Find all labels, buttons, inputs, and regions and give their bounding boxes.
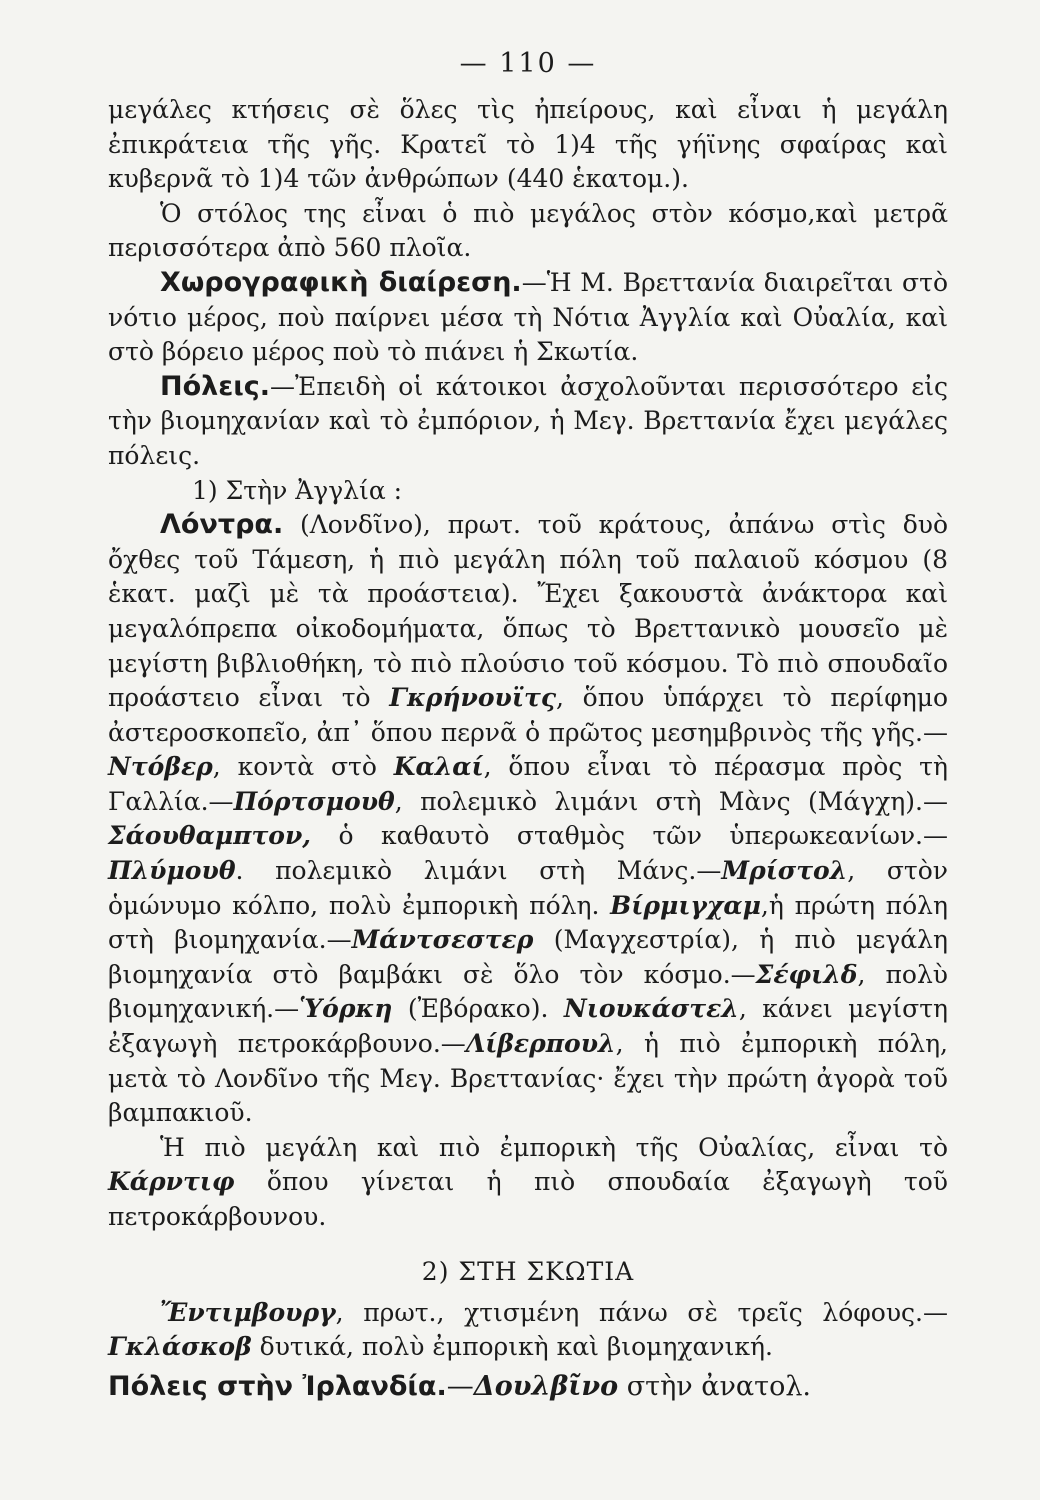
paragraph-fleet: Ὁ στόλος της εἶναι ὁ πιὸ μεγάλος στὸν κόσμο,καὶ μετρᾶ περισσότερα ἀπὸ 560 πλοῖα.	[108, 198, 948, 263]
city-name-cardiff: Κάρντιφ	[108, 1167, 235, 1197]
city-name-birmingham: Βίρμιγχαμ	[610, 890, 761, 920]
paragraph-possessions: μεγάλες κτήσεις σὲ ὅλες τὶς ἠπείρους, καὶ εἶναι ἡ μεγάλη ἐπικράτεια τῆς γῆς. Κρατεῖ τὸ 1)4 τῆς γήϊνης σφαίρας καὶ κυβερνᾶ τὸ 1)4 τῶν ἀνθρώπων (440 ἑκατομ.).	[108, 95, 948, 194]
paragraph-scotland	[108, 1296, 948, 1365]
text-run: Ἡ πιὸ μεγάλη καὶ πιὸ ἐμπορικὴ τῆς Οὐαλίας, εἶναι τὸ	[160, 1132, 948, 1162]
text-run: , ὅπου ὑπάρχει τὸ περίφημο ἀστεροσκοπεῖο, ἀπ᾿ ὅπου περνᾶ ὁ πρῶτος μεσημβρινὸς τῆς γῆς.—	[108, 683, 948, 747]
cities-text: —Ἐπειδὴ οἱ κάτοικοι ἀσχολοῦνται περισσότερο εἰς τὴν βιομηχανίαν καὶ τὸ ἐμπόριον, ἡ Μεγ. Βρεττανία ἔχει μεγάλες πόλεις.	[108, 371, 948, 470]
text-run: ὁ καθαυτὸ σταθμὸς τῶν ὑπερωκεανίων.—	[311, 821, 948, 851]
text-run: —	[446, 1370, 474, 1402]
section-heading-ireland: Πόλεις στὴν Ἰρλανδία.	[108, 1370, 447, 1402]
chorography-text: —Ἡ Μ. Βρεττανία διαιρεῖται στὸ νότιο μέρος, ποὺ παίρνει μέσα τὴ Νότια Ἀγγλία καὶ Οὐαλία, καὶ στὸ βόρειο μέρος ποὺ τὸ πιάνει ἡ Σκωτία.	[108, 267, 949, 367]
section-heading-cities: Πόλεις.	[160, 370, 271, 402]
text-run: , πολεμικὸ λιμάνι στὴ Μὰνς (Μάγχη).—	[394, 786, 948, 816]
city-heading-london: Λόντρα.	[160, 509, 284, 541]
text-run: δυτικά, πολὺ ἐμπορικὴ καὶ βιομηχανική.	[251, 1332, 773, 1362]
text-run: , ὅπου εἶναι τὸ πέρασμα πρὸς τὴ Γαλλία.—	[108, 752, 948, 816]
city-name-southampton: Σάουθαμπτον,	[108, 821, 311, 851]
subheading-scotland: 2) ΣΤΗ ΣΚΩΤΙΑ	[421, 1256, 635, 1286]
page-number: — 110 —	[459, 48, 597, 79]
text-run: ὅπου γίνεται ἡ πιὸ σπουδαία ἐξαγωγὴ τοῦ πετροκάρβουνου.	[108, 1167, 948, 1231]
text-run: , πολὺ βιομηχανική.—	[108, 959, 948, 1024]
city-name-plymouth: Πλύμουθ	[108, 856, 236, 886]
city-name-dublin: Δουλβῖνο	[473, 1370, 619, 1402]
city-name-manchester: Μάντσεστερ	[351, 925, 534, 955]
paragraph-wales	[108, 1131, 948, 1235]
text-run: ,ἡ πρώτη πόλη στὴ βιομηχανία.—	[108, 890, 948, 955]
text-run: , κοντὰ στὸ	[212, 752, 394, 782]
city-name-bristol: Μρίστολ	[721, 856, 848, 886]
text-run: στὴν ἀνατολ.	[618, 1370, 812, 1402]
city-name-newcastle: Νιουκάστελ	[563, 994, 739, 1024]
paragraph-england-cities	[108, 508, 948, 1131]
text-run: (Λονδῖνο), πρωτ. τοῦ κράτους, ἀπάνω στὶς δυὸ ὄχθες τοῦ Τάμεση, ἡ πιὸ μεγάλη πόλη τοῦ παλαιοῦ κόσμου (8 ἑκατ. μαζὶ μὲ τὰ προάστεια). Ἔχει ξακουστὰ ἀνάκτορα καὶ μεγαλόπρεπα οἰκοδομήματα, ὅπως τὸ Βρεττανικὸ μουσεῖο μὲ μεγίστη βιβλιοθήκη, τὸ πιὸ πλούσιο τοῦ κόσμου. Τὸ πιὸ σπουδαῖο προάστειο εἶναι τὸ	[108, 510, 948, 713]
city-name-portsmouth: Πόρτσμουθ	[233, 786, 395, 816]
city-name-greenwich: Γκρήνουϊτς	[389, 683, 557, 713]
city-name-york: Ὑόρκη	[299, 994, 393, 1024]
paragraph-ireland	[108, 1369, 948, 1405]
paragraph-cities	[108, 370, 948, 474]
text-run: , κάνει μεγίστη ἐξαγωγὴ πετροκάρβουνο.—	[108, 994, 948, 1059]
paragraph-chorography	[108, 266, 948, 370]
city-name-glasgow: Γκλάσκοβ	[108, 1332, 252, 1362]
list-label-england: 1) Στὴν Ἀγγλία :	[192, 475, 403, 505]
city-name-sheffield: Σέφιλδ	[755, 959, 858, 989]
text-run: , πρωτ., χτισμένη πάνω σὲ τρεῖς λόφους.—	[335, 1297, 948, 1327]
city-name-calais: Καλαί	[393, 752, 484, 782]
text-run: , στὸν ὁμώνυμο κόλπο, πολὺ ἐμπορικὴ πόλη.	[108, 856, 949, 920]
text-run: (Μαγχεστρία), ἡ πιὸ μεγάλη βιομηχανία στὸ βαμβάκι σὲ ὅλο τὸν κόσμο.—	[108, 925, 949, 989]
text-run: . πολεμικὸ λιμάνι στὴ Μάνς.—	[235, 856, 722, 886]
text-run: (Ἐβόρακο).	[392, 994, 564, 1024]
city-name-liverpool: Λίβερπουλ	[465, 1029, 616, 1059]
city-name-edinburgh: Ἔντιμβουργ	[160, 1297, 336, 1327]
city-name-dover: Ντόβερ	[108, 752, 213, 782]
section-heading-chorography: Χωρογραφικὴ διαίρεση.	[160, 266, 522, 298]
text-run: , ἡ πιὸ ἐμπορικὴ πόλη, μετὰ τὸ Λονδῖνο τῆς Μεγ. Βρεττανίας· ἔχει τὴν πρώτη ἀγορὰ τοῦ βαμπακιοῦ.	[108, 1029, 949, 1128]
